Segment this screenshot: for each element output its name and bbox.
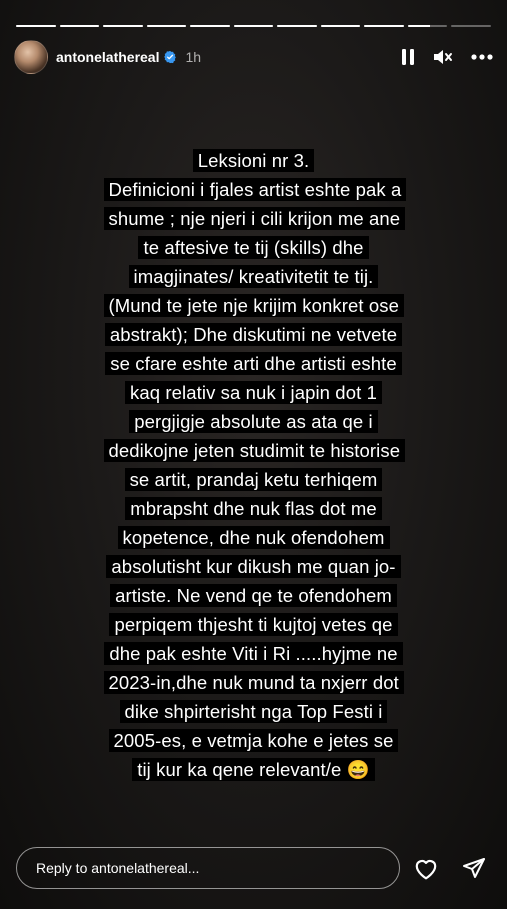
progress-segment [408,25,448,27]
progress-segment [234,25,274,27]
progress-segment [147,25,187,27]
heart-icon[interactable] [413,856,439,880]
progress-segment [60,25,100,27]
verified-badge-icon [163,50,177,64]
send-icon[interactable] [461,856,487,880]
story-footer [16,846,491,890]
mute-icon[interactable] [433,48,453,66]
progress-segment-fill [190,25,230,27]
story-caption [104,146,404,784]
story-header [14,40,493,74]
pause-icon[interactable] [401,48,415,66]
story-text-overlay [0,146,507,784]
progress-segment-fill [408,25,430,27]
progress-segment-fill [60,25,100,27]
reply-input[interactable] [16,847,400,889]
reply-placeholder: Reply to antonelathereal... [36,860,200,876]
progress-segment-fill [16,25,56,27]
caption-text: Leksioni nr 3. Definicioni i fjales artist eshte pak a shume ; nje njeri i cili krijon me ane te aftesive te tij (skills) dhe imagjinates/ kreativitetit te tij. (Mund te jete nje krijim konkret ose abstrakt); Dhe diskutimi ne vetvete se cfare eshte arti dhe artisti eshte kaq relativ sa nuk i japin dot 1 pergjigje absolute as ata qe i dedikojne jeten studimit te historise se artit, prandaj ketu terhiqem mbrapsht dhe nuk flas dot me kopetence, dhe nuk ofendohem absolutisht kur dikush me quan jo-artiste. Ne vend qe te ofendohem perpiqem thjesht ti kujtoj vetes qe dhe pak eshte Viti i Ri .....hyjme ne 2023-in,dhe nuk mund ta nxjerr dot dike shpirterisht nga Top Festi i 2005-es, e vetmja kohe e jetes se tij kur ka qene relevant/e 😄 [104,149,407,781]
progress-segment [103,25,143,27]
progress-segment [451,25,491,27]
progress-segment-fill [277,25,317,27]
story-progress-bar [16,25,491,27]
progress-segment-fill [234,25,274,27]
more-icon[interactable] [471,54,493,60]
progress-segment [277,25,317,27]
progress-segment-fill [147,25,187,27]
progress-segment [321,25,361,27]
progress-segment-fill [364,25,404,27]
post-time: 1h [185,49,202,65]
progress-segment [16,25,56,27]
username[interactable]: antonelathereal [56,49,160,65]
progress-segment-fill [321,25,361,27]
footer-actions [413,856,491,880]
avatar[interactable] [14,40,48,74]
story-controls [401,48,493,66]
progress-segment [364,25,404,27]
progress-segment [190,25,230,27]
progress-segment-fill [103,25,143,27]
